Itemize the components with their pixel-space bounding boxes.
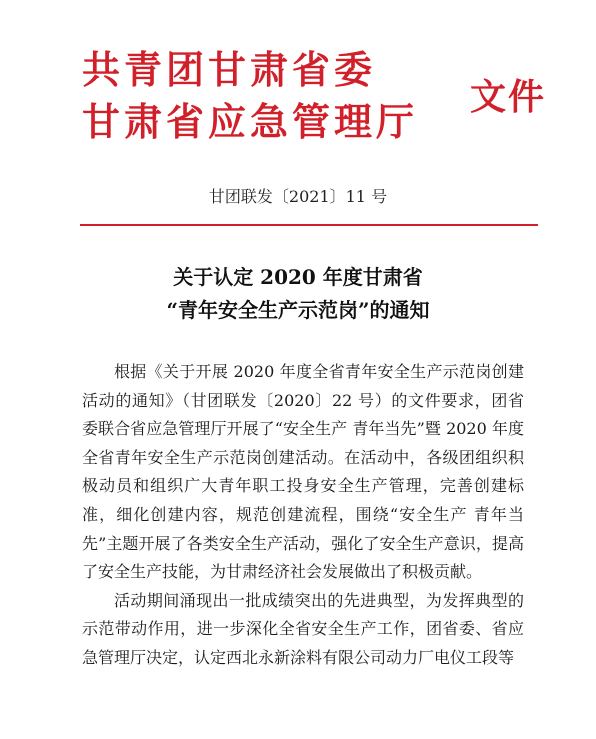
document-title-line-1: 关于认定 2020 年度甘肃省 <box>173 265 423 289</box>
header-divider <box>80 224 538 226</box>
body-paragraph-2: 活动期间涌现出一批成绩突出的先进典型，为发挥典型的示范带动作用，进一步深化全省安全生产工作，团省委、省应急管理厅决定，认定西北永新涂料有限公司动力厂电仪工段等 <box>82 590 524 667</box>
issuer-line-1: 共青团甘肃省委 <box>82 48 377 92</box>
document-title-line-2: “青年安全生产示范岗”的通知 <box>166 298 430 322</box>
issuer-line-2: 甘肃省应急管理厅 <box>82 100 419 144</box>
document-number: 甘团联发〔2021〕11 号 <box>208 187 388 206</box>
document-type-label: 文件 <box>470 77 547 118</box>
body-paragraph-1: 根据《关于开展 2020 年度全省青年安全生产示范岗创建活动的通知》（甘团联发〔2020〕22 号）的文件要求，团省委联合省应急管理厅开展了“安全生产 青年当先”暨 2020 年度全省青年安全生产示范岗创建活动。在活动中，各级团组织积极动员和组织广大青年职工投身安全生产管理，完善创建标准，细化创建内容，规范创建流程，围绕“安全生产 青年当先”主题开展了各类安全生产活动，强化了安全生产意识，提高了安全生产技能，为甘肃经济社会发展做出了积极贡献。 <box>82 362 524 582</box>
document-header <box>0 0 596 160</box>
document-body <box>82 358 524 673</box>
